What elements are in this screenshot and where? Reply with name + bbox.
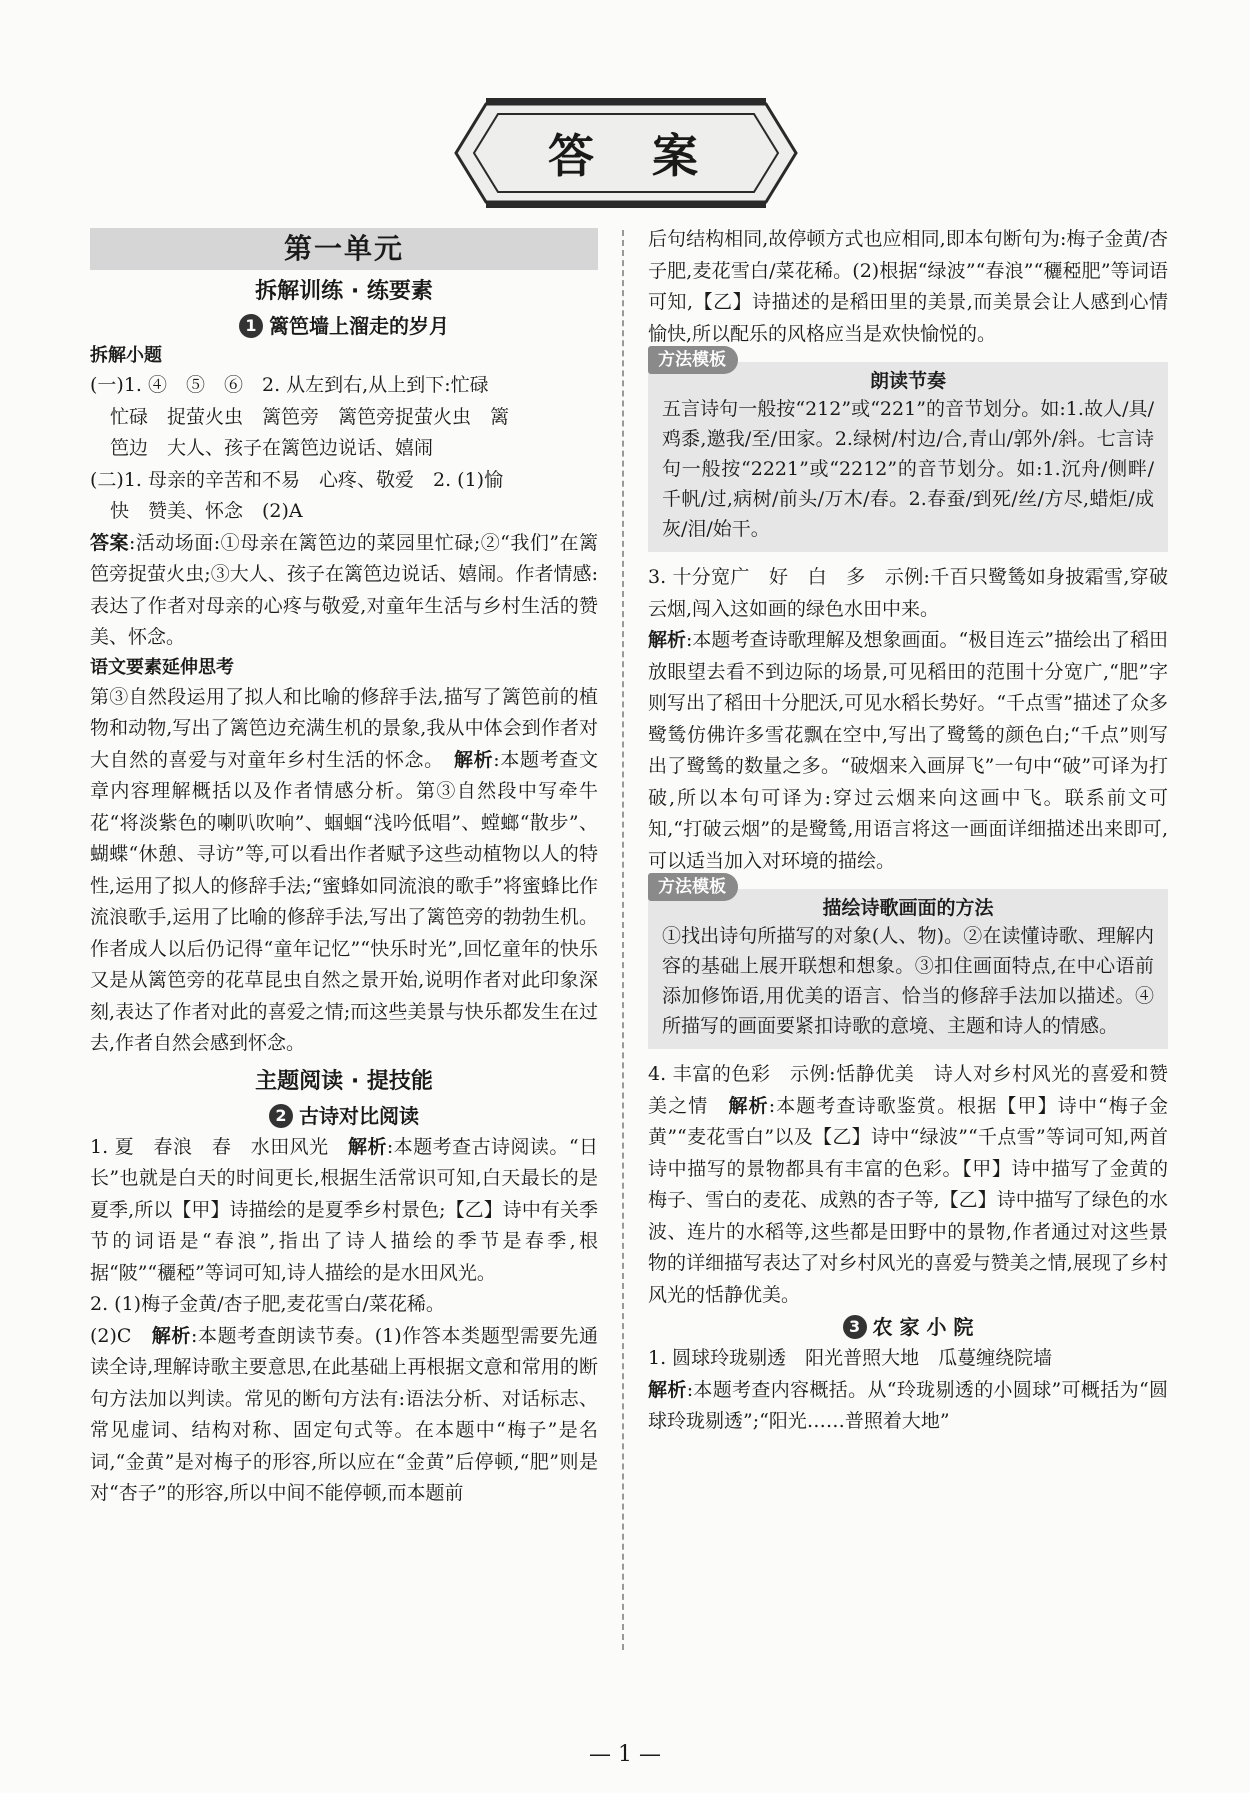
lesson-number-badge: 1 bbox=[239, 314, 263, 338]
answer-line: 忙碌 捉萤火虫 篱笆旁 篱笆旁捉萤火虫 篱 bbox=[110, 405, 510, 428]
method-text: 五言诗句一般按“212”或“221”的音节划分。如:1.故人/具/鸡黍,邀我/至/田家。2.绿树/村边/合,青山/郭外/斜。七言诗句一般按“2221”或“2212”的音节划分。如:1.沉舟/侧畔/千帆/过,病树/前头/万木/春。2.春蚕/到死/丝/方尽,蜡炬/成灰/泪/始干。 bbox=[662, 398, 1154, 540]
analysis-label: 解析 bbox=[648, 1378, 687, 1401]
lesson-title-text: 农 家 小 院 bbox=[872, 1315, 974, 1339]
answer-line: 快 赞美、怀念 (2)A bbox=[110, 500, 303, 522]
question-3-analysis bbox=[648, 625, 1168, 877]
method-text: ①找出诗句所描写的对象(人、物)。②在读懂诗歌、理解内容的基础上展开联想和想象。③扣住画面特点,在中心语前添加修饰语,用优美的语言、恰当的修辞手法加以描述。④所描写的画面要紧扣诗歌的意境、主题和诗人的情感。 bbox=[662, 925, 1154, 1037]
question-5-analysis bbox=[648, 1375, 1168, 1438]
answer-text: :活动场面:①母亲在篱笆边的菜园里忙碌;②“我们”在篱笆旁捉萤火虫;③大人、孩子在篱笆边说话、嬉闹。作者情感:表达了作者对母亲的心疼与敬爱,对童年生活与乡村生活的赞美、怀念。 bbox=[90, 531, 598, 648]
analysis-label: 解析 bbox=[648, 629, 687, 651]
analysis-text: :本题考查文章内容理解概括以及作者情感分析。第③自然段中写牵牛花“将淡紫色的喇叭吹响”、蝈蝈“浅吟低唱”、螳螂“散步”、蝴蝶“休憩、寻访”等,可以看出作者赋予这些动植物以人的特性,运用了拟人的修辞手法;“蜜蜂如同流浪的歌手”将蜜蜂比作流浪歌手,运用了比喻的修辞手法,写出了篱笆旁的勃勃生机。作者成人以后仍记得“童年记忆”“快乐时光”,回忆童年的快乐又是从篱笆旁的花草昆虫自然之景开始,说明作者对此印象深刻,表达了作者对此的喜爱之情;而这些美景与快乐都发生在过去,作者自然会感到怀念。 bbox=[90, 748, 598, 1054]
section-title-1: 拆解训练 · 练要素 bbox=[255, 279, 433, 304]
page-number: — 1 — bbox=[589, 1742, 661, 1767]
think-text: 第③自然段运用了拟人和比喻的修辞手法,描写了篱笆前的植物和动物,写出了篱笆边充满生机的景象,我从中体会到作者对大自然的喜爱与对童年乡村生活的怀念。 bbox=[90, 685, 598, 771]
answer-label: 答案 bbox=[90, 531, 129, 554]
lesson-title-text: 古诗对比阅读 bbox=[299, 1103, 419, 1128]
think-paragraph bbox=[90, 682, 598, 1060]
q1-answer-text: 1. 夏 春浪 春 水田风光 bbox=[90, 1135, 349, 1158]
q2-answer-text: (2)C bbox=[90, 1324, 152, 1347]
method-template-box-2 bbox=[648, 877, 1168, 1049]
lesson-number-badge: 3 bbox=[843, 1315, 867, 1339]
left-column bbox=[90, 228, 598, 1510]
question-3-answer: 3. 十分宽广 好 白 多 示例:千百只鹭鸶如身披霜雪,穿破云烟,闯入这如画的绿色水田中来。 bbox=[648, 566, 1168, 620]
analysis-label: 解析 bbox=[453, 748, 494, 771]
lesson-title-1 bbox=[90, 310, 598, 342]
analysis-text: :本题考查诗歌理解及想象画面。“极目连云”描绘出了稻田放眼望去看不到边际的场景,可见稻田的范围十分宽广,“肥”字则写出了稻田十分肥沃,可见水稻长势好。“千点雪”描述了众多鹭鸶仿佛许多雪花飘在空中,写出了鹭鸶的颜色白;“千点”则写出了鹭鸶的数量之多。“破烟来入画屏飞”一句中“破”可译为打破,所以本句可译为:穿过云烟来向这画中飞。联系前文可知,“打破云烟”的是鹭鸶,用语言将这一画面详细描述出来即可,可以适当加入对环境的描绘。 bbox=[648, 629, 1168, 872]
analysis-text: :本题考查朗读节奏。(1)作答本类题型需要先通读全诗,理解诗歌主要意思,在此基础上再根据文意和常用的断句方法加以判读。常见的断句方法有:语法分析、对话标志、常见虚词、结构对称、固定句式等。在本题中“梅子”是名词,“金黄”是对梅子的形容,所以应在“金黄”后停顿,“肥”则是对“杏子”的形容,所以中间不能停顿,而本题前 bbox=[90, 1324, 598, 1504]
lesson-title-3 bbox=[648, 1311, 1168, 1343]
analysis-label: 解析 bbox=[348, 1135, 387, 1158]
analysis-text: :本题考查诗歌鉴赏。根据【甲】诗中“梅子金黄”“麦花雪白”以及【乙】诗中“绿波”“千点雪”等词可知,两首诗中描写的景物都具有丰富的色彩。【甲】诗中描写了金黄的梅子、雪白的麦花、成熟的杏子等,【乙】诗中描写了绿色的水波、连片的水稻等,这些都是田野中的景物,作者通过对这些景物的详细描写表达了对乡村风光的喜爱与赞美之情,展现了乡村风光的恬静优美。 bbox=[648, 1094, 1168, 1306]
lesson-title-text: 篱笆墙上溜走的岁月 bbox=[269, 314, 449, 338]
question-2-line: 2. (1)梅子金黄/杏子肥,麦花雪白/菜花稀。 bbox=[90, 1293, 445, 1315]
method-template-box-1 bbox=[648, 350, 1168, 552]
method-tag: 方法模板 bbox=[648, 346, 738, 374]
analysis-text: :本题考查内容概括。从“玲珑剔透的小圆球”可概括为“圆球玲珑剔透”;“阳光……普照着大地” bbox=[648, 1378, 1168, 1432]
section-title-2: 主题阅读 · 提技能 bbox=[255, 1068, 433, 1094]
analysis-label: 解析 bbox=[728, 1094, 769, 1117]
question-1-answer bbox=[90, 1132, 598, 1290]
right-column bbox=[648, 224, 1168, 1438]
method-title: 朗读节奏 bbox=[869, 370, 946, 392]
continued-analysis: 后句结构相同,故停顿方式也应相同,即本句断句为:梅子金黄/杏子肥,麦花雪白/菜花稀。(2)根据“绿波”“春浪”“穲稏肥”等词语可知,【乙】诗描述的是稻田里的美景,而美景会让人感到心情愉快,所以配乐的风格应当是欢快愉悦的。 bbox=[648, 228, 1168, 345]
analysis-text: :本题考查古诗阅读。“日长”也就是白天的时间更长,根据生活常识可知,白天最长的是夏季,所以【甲】诗描绘的是夏季乡村景色;【乙】诗中有关季节的词语是“春浪”,指出了诗人描绘的季节是春季,根据“陂”“穲稏”等词可知,诗人描绘的是水田风光。 bbox=[90, 1135, 598, 1284]
question-4-answer bbox=[648, 1059, 1168, 1311]
answer-line: (一)1. ④ ⑤ ⑥ 2. 从左到右,从上到下:忙碌 bbox=[90, 374, 489, 396]
question-5-line: 1. 圆球玲珑剔透 阳光普照大地 瓜蔓缠绕院墙 bbox=[648, 1347, 1053, 1369]
analysis-label: 解析 bbox=[151, 1324, 191, 1347]
method-title: 描绘诗歌画面的方法 bbox=[822, 897, 994, 919]
subsection-label: 拆解小题 bbox=[90, 345, 162, 366]
subsection-label: 语文要素延伸思考 bbox=[90, 656, 234, 678]
q4-answer-text: 4. 丰富的色彩 示例:恬静优美 诗人对乡村风光的喜爱和赞美之情 bbox=[648, 1063, 1168, 1117]
title-banner bbox=[450, 98, 802, 208]
lesson-title-2 bbox=[90, 1100, 598, 1132]
method-tag: 方法模板 bbox=[648, 873, 738, 901]
lesson-number-badge: 2 bbox=[269, 1104, 293, 1128]
unit-header: 第一单元 bbox=[90, 228, 598, 270]
answer-paragraph bbox=[90, 528, 598, 654]
answer-line: 笆边 大人、孩子在篱笆边说话、嬉闹 bbox=[110, 437, 434, 459]
page-title: 答 案 bbox=[548, 129, 704, 183]
answer-line: (二)1. 母亲的辛苦和不易 心疼、敬爱 2. (1)愉 bbox=[90, 468, 504, 491]
question-2-answer bbox=[90, 1321, 598, 1510]
column-divider bbox=[622, 230, 624, 1650]
